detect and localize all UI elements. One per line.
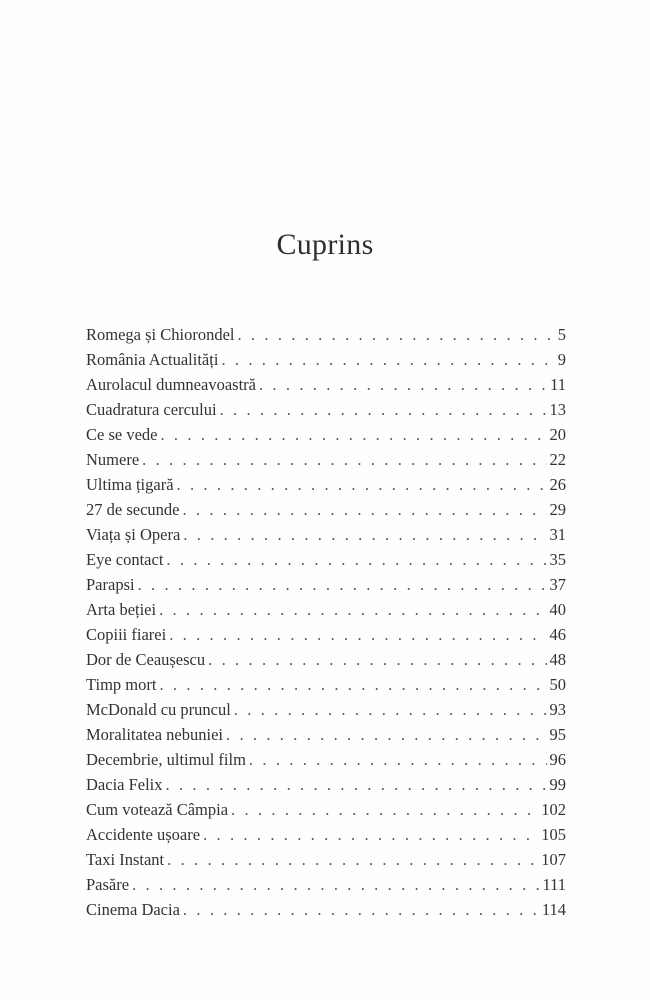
toc-entry-page: 93 xyxy=(549,700,566,719)
toc-entry-page: 29 xyxy=(549,500,566,519)
dot-leader xyxy=(203,822,538,847)
toc-entry-page: 48 xyxy=(549,650,566,669)
toc-entry xyxy=(86,647,566,672)
dot-leader xyxy=(182,497,546,522)
toc-entry xyxy=(86,672,566,697)
toc-entry xyxy=(86,722,566,747)
toc-entry-page: 9 xyxy=(557,350,566,369)
toc-entry-title: Cuadratura cercului xyxy=(86,400,217,419)
toc-entry-title: 27 de secunde xyxy=(86,500,180,519)
toc-entry-title: Romega și Chiorondel xyxy=(86,325,235,344)
toc-entry xyxy=(86,597,566,622)
dot-leader xyxy=(159,597,546,622)
toc-entry-page: 20 xyxy=(549,425,566,444)
toc-entry xyxy=(86,822,566,847)
dot-leader xyxy=(220,397,547,422)
toc-entry-page: 96 xyxy=(549,750,566,769)
toc-entry-title: Arta beției xyxy=(86,600,157,619)
dot-leader xyxy=(160,422,546,447)
dot-leader xyxy=(234,697,547,722)
toc-entry-page: 46 xyxy=(549,625,566,644)
toc-entry-title: Pasăre xyxy=(86,875,130,894)
dot-leader xyxy=(249,747,547,772)
dot-leader xyxy=(231,797,538,822)
dot-leader xyxy=(183,897,539,922)
toc-entry-title: Timp mort xyxy=(86,675,157,694)
toc-entry xyxy=(86,897,566,922)
toc-entry-title: McDonald cu pruncul xyxy=(86,700,231,719)
dot-leader xyxy=(237,322,554,347)
table-of-contents xyxy=(86,322,566,922)
toc-entry-page: 102 xyxy=(541,800,566,819)
toc-entry-title: Viața și Opera xyxy=(86,525,181,544)
toc-entry-page: 40 xyxy=(549,600,566,619)
toc-entry-title: Ce se vede xyxy=(86,425,158,444)
toc-entry-title: Parapsi xyxy=(86,575,135,594)
toc-entry-title: Copiii fiarei xyxy=(86,625,167,644)
page-title: Cuprins xyxy=(276,228,374,261)
dot-leader xyxy=(259,372,547,397)
dot-leader xyxy=(132,872,539,897)
toc-entry-title: Accidente ușoare xyxy=(86,825,201,844)
toc-entry xyxy=(86,872,566,897)
toc-entry xyxy=(86,447,566,472)
toc-entry-title: Aurolacul dumneavoastră xyxy=(86,375,256,394)
toc-entry xyxy=(86,472,566,497)
toc-entry-page: 35 xyxy=(549,550,566,569)
toc-entry-page: 22 xyxy=(549,450,566,469)
toc-entry xyxy=(86,322,566,347)
dot-leader xyxy=(226,722,547,747)
toc-entry-page: 5 xyxy=(557,325,566,344)
toc-entry xyxy=(86,397,566,422)
dot-leader xyxy=(177,472,547,497)
toc-entry-title: Taxi Instant xyxy=(86,850,165,869)
toc-entry-title: Decembrie, ultimul film xyxy=(86,750,246,769)
toc-entry xyxy=(86,622,566,647)
toc-entry-page: 26 xyxy=(549,475,566,494)
toc-entry xyxy=(86,497,566,522)
dot-leader xyxy=(167,847,538,872)
toc-entry-page: 50 xyxy=(549,675,566,694)
toc-entry-title: Dor de Ceaușescu xyxy=(86,650,206,669)
dot-leader xyxy=(138,572,547,597)
toc-entry xyxy=(86,547,566,572)
dot-leader xyxy=(208,647,546,672)
dot-leader xyxy=(183,522,546,547)
toc-entry-page: 114 xyxy=(541,900,566,919)
toc-entry-title: Cum votează Câmpia xyxy=(86,800,229,819)
toc-entry xyxy=(86,372,566,397)
toc-entry-page: 107 xyxy=(541,850,566,869)
toc-entry xyxy=(86,422,566,447)
toc-entry-title: Ultima țigară xyxy=(86,475,174,494)
dot-leader xyxy=(166,772,547,797)
toc-entry-title: Eye contact xyxy=(86,550,164,569)
toc-entry xyxy=(86,697,566,722)
toc-entry-title: Cinema Dacia xyxy=(86,900,180,919)
dot-leader xyxy=(159,672,546,697)
dot-leader xyxy=(221,347,554,372)
toc-entry-title: Moralitatea nebuniei xyxy=(86,725,223,744)
toc-entry-title: Numere xyxy=(86,450,140,469)
toc-entry xyxy=(86,797,566,822)
toc-entry-page: 31 xyxy=(549,525,566,544)
toc-entry xyxy=(86,772,566,797)
dot-leader xyxy=(142,447,546,472)
toc-entry xyxy=(86,847,566,872)
toc-entry-page: 99 xyxy=(549,775,566,794)
toc-entry-title: România Actualități xyxy=(86,350,219,369)
toc-entry-page: 13 xyxy=(549,400,566,419)
dot-leader xyxy=(166,547,546,572)
toc-entry xyxy=(86,572,566,597)
toc-entry-page: 105 xyxy=(541,825,566,844)
toc-entry-page: 111 xyxy=(542,875,566,894)
dot-leader xyxy=(169,622,546,647)
toc-entry xyxy=(86,747,566,772)
toc-entry-page: 37 xyxy=(549,575,566,594)
toc-entry-page: 95 xyxy=(549,725,566,744)
toc-entry-page: 11 xyxy=(550,375,566,394)
toc-entry-title: Dacia Felix xyxy=(86,775,163,794)
toc-entry xyxy=(86,347,566,372)
toc-entry xyxy=(86,522,566,547)
